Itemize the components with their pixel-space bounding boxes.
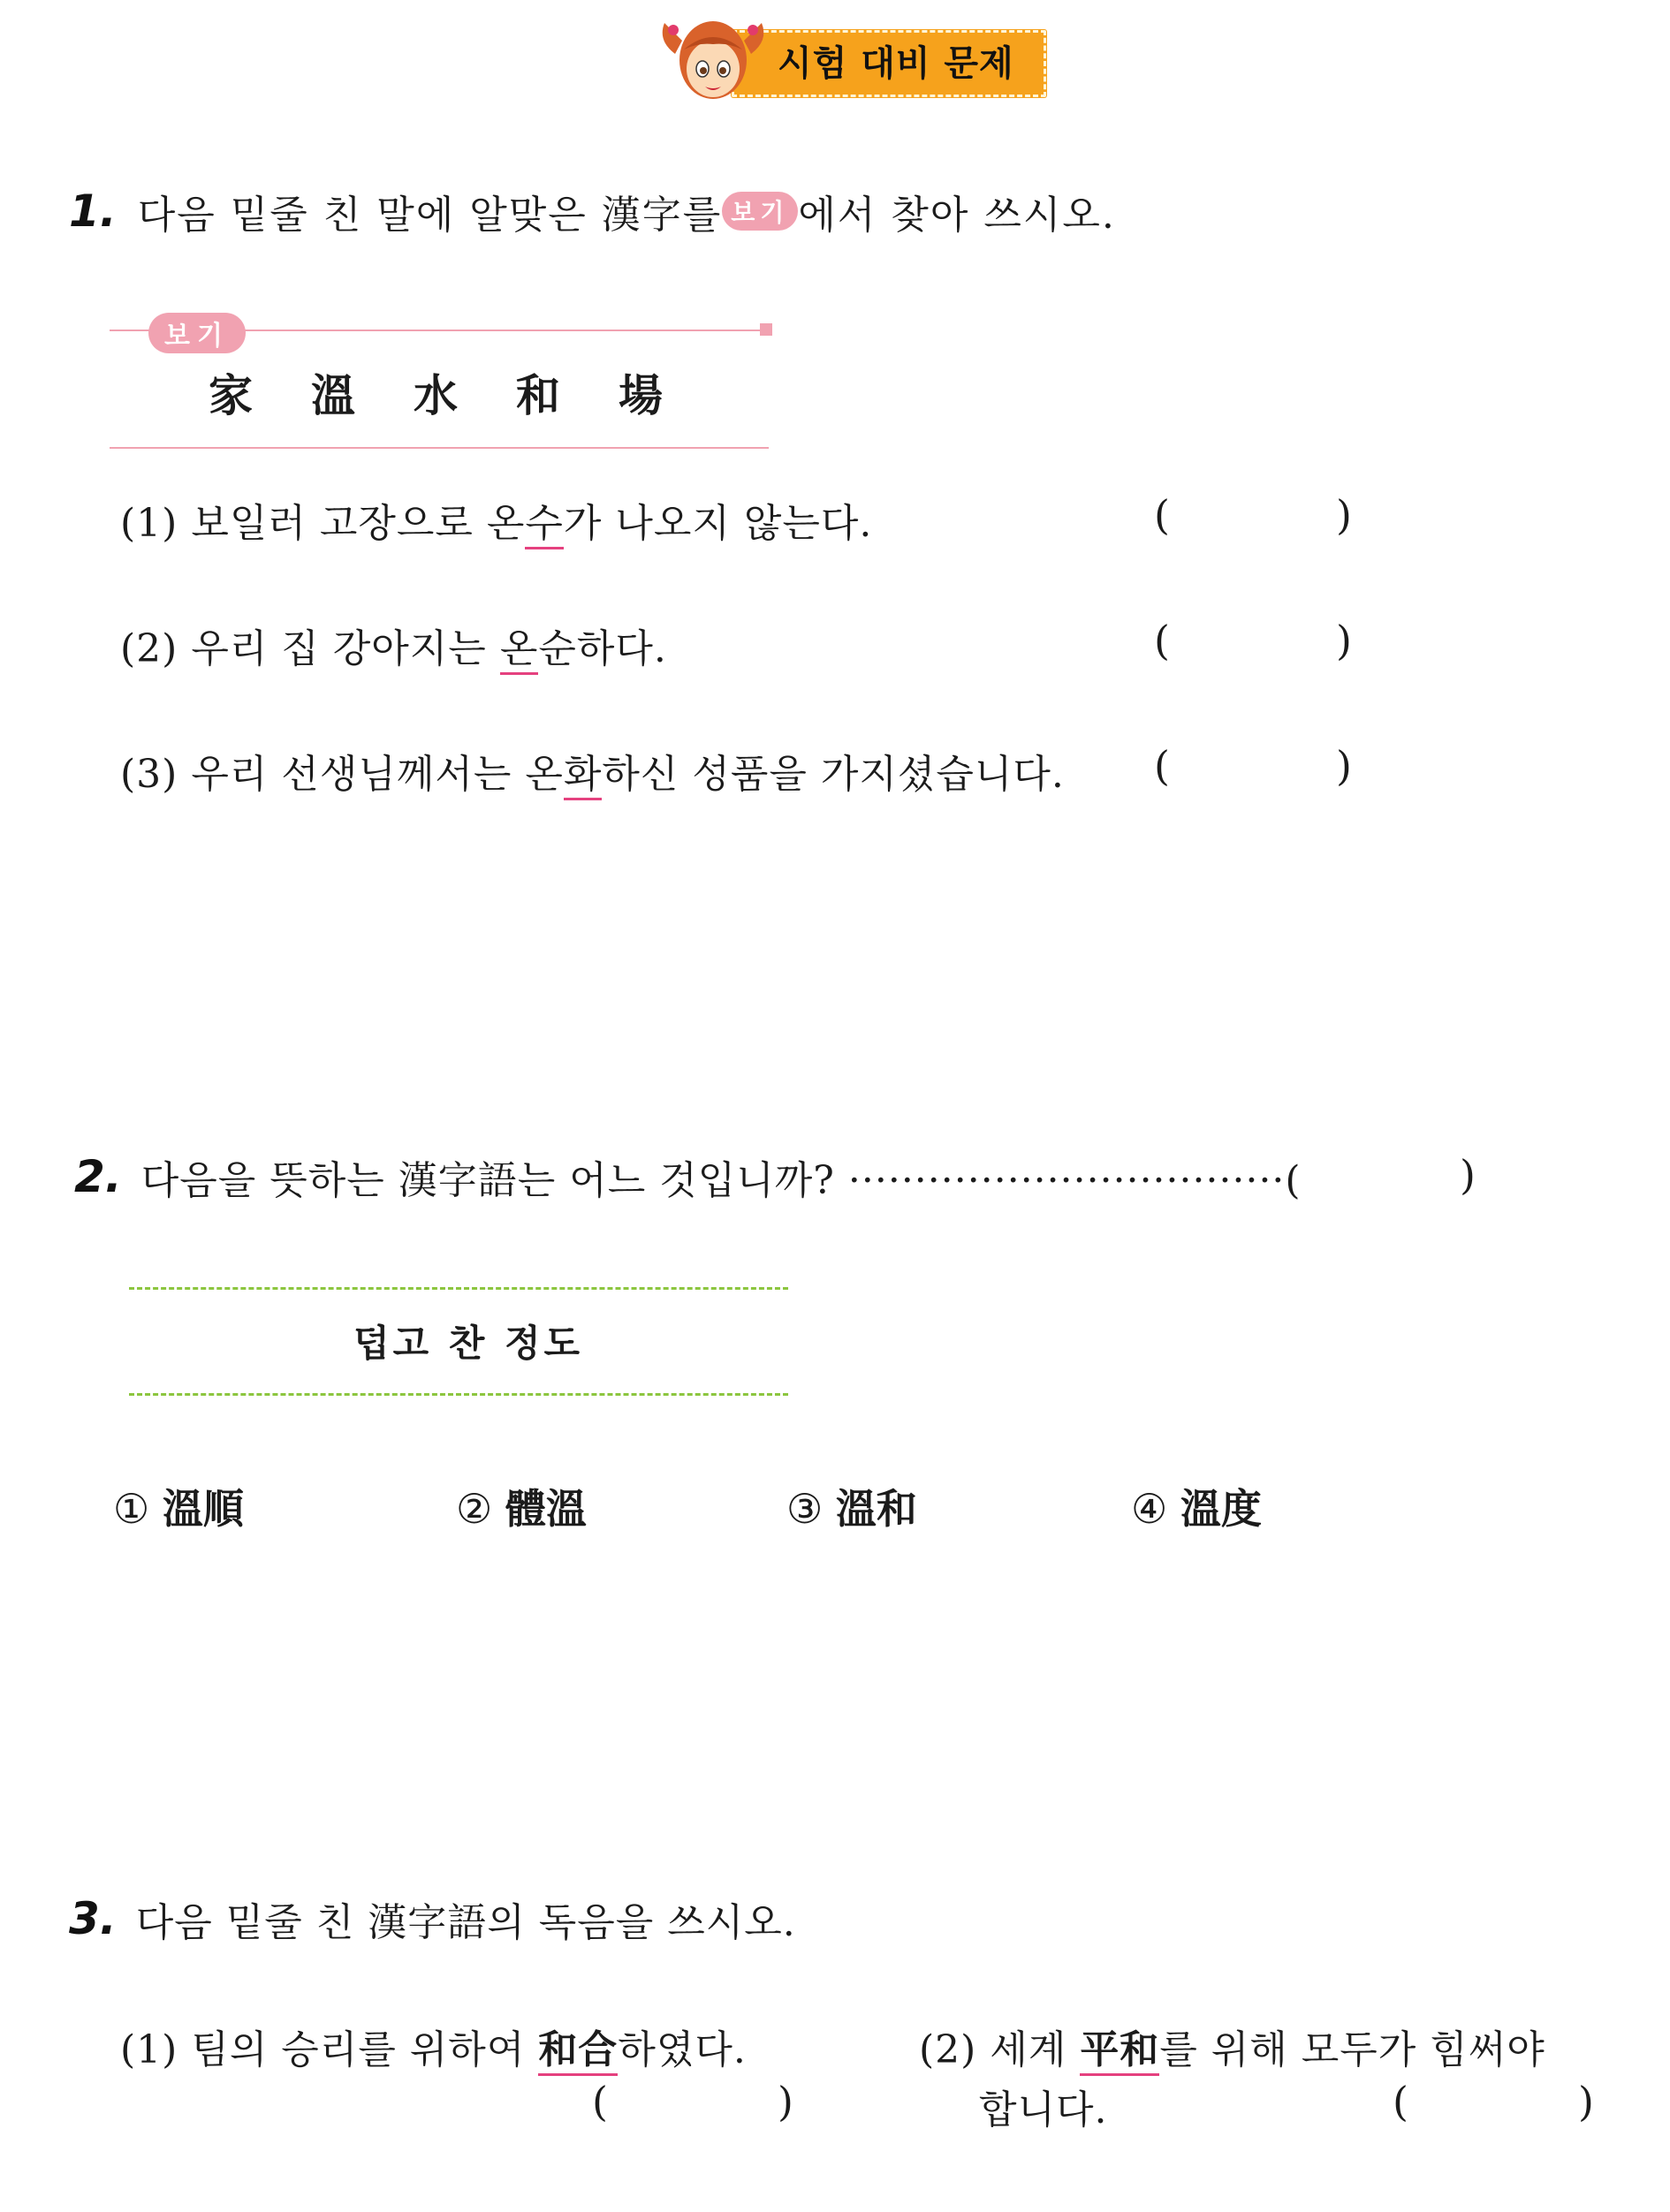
- q1-answer-open-paren-1: (: [1154, 491, 1170, 539]
- item-text: 하였다.: [618, 2027, 747, 2072]
- q3-line: [69, 1890, 796, 1947]
- q1-line: [69, 183, 1116, 239]
- item-text: 보일러 고장으로 온: [178, 501, 526, 546]
- q1-item-1: [120, 491, 872, 548]
- q1-answer-close-paren-1: ): [1336, 491, 1352, 539]
- q1-answer-close-paren-3: ): [1336, 742, 1352, 790]
- q3-item-1: [120, 2018, 747, 2074]
- item-text: 하신 성품을 가지셨습니다.: [602, 752, 1065, 797]
- item-underlined: 수: [525, 501, 564, 549]
- choice-mark: ①: [113, 1485, 150, 1533]
- choice-label: 體溫: [505, 1485, 587, 1533]
- item-text: 우리 선생님께서는 온: [178, 752, 564, 797]
- bogi-hanja: 水: [414, 369, 458, 421]
- item-underlined: 화: [564, 752, 603, 800]
- item-number: (1): [120, 2027, 178, 2072]
- item-text: 우리 집 강아지는: [178, 626, 500, 671]
- q2-choice-1[interactable]: [113, 1477, 244, 1535]
- item-text: 순하다.: [538, 626, 667, 671]
- q3-number: 3.: [69, 1893, 117, 1944]
- q2-box-bottom-dash: [129, 1393, 788, 1396]
- item-text: 세계: [976, 2027, 1081, 2072]
- q3-answer-open-paren-1: (: [592, 2078, 608, 2125]
- bogi-hanja: 溫: [311, 369, 355, 421]
- bogi-hanja-list: [209, 360, 663, 424]
- choice-mark: ②: [456, 1485, 493, 1533]
- cartoon-girl-icon: [656, 5, 770, 104]
- q2-number: 2.: [74, 1151, 122, 1202]
- q2-box-top-dash: [129, 1287, 788, 1290]
- q2-choice-2[interactable]: [456, 1477, 587, 1535]
- item-number: (2): [120, 626, 178, 671]
- q3-item-2-line2: 합니다.: [979, 2087, 1108, 2132]
- bogi-label-pill: [148, 313, 246, 353]
- q1-item-3: [120, 742, 1065, 799]
- bogi-line-end-square: [760, 323, 772, 336]
- q1-text-after: 에서 찾아 쓰시오.: [798, 193, 1116, 238]
- bogi-bottom-line: [110, 447, 769, 449]
- header-title: 시험 대비 문제: [778, 43, 1014, 84]
- q2-choice-3[interactable]: [786, 1477, 917, 1535]
- bogi-hanja: 和: [516, 369, 560, 421]
- q2-choice-4[interactable]: [1131, 1477, 1262, 1535]
- choice-label: 溫和: [835, 1485, 917, 1533]
- item-text: 를 위해 모두가 힘써야: [1159, 2027, 1545, 2072]
- item-underlined: 和合: [538, 2027, 618, 2076]
- q1-pill-bogi: 보기: [722, 192, 798, 231]
- item-number: (2): [919, 2027, 977, 2072]
- item-number: (3): [120, 752, 178, 797]
- item-number: (1): [120, 501, 178, 546]
- item-text: 팀의 승리를 위하여: [178, 2027, 539, 2072]
- item-underlined: 온: [500, 626, 539, 675]
- q1-answer-open-paren-2: (: [1154, 617, 1170, 664]
- q2-box-text: 덥고 찬 정도: [353, 1322, 584, 1365]
- q1-answer-open-paren-3: (: [1154, 742, 1170, 790]
- q1-answer-close-paren-2: ): [1336, 617, 1352, 664]
- choice-label: 溫度: [1180, 1485, 1262, 1533]
- q3-answer-open-paren-2: (: [1393, 2078, 1408, 2125]
- item-text: 가 나오지 않는다.: [563, 501, 873, 546]
- q3-answer-close-paren-1: ): [778, 2078, 793, 2125]
- q3-item-2: [919, 2018, 1545, 2074]
- q2-answer-close-paren: ): [1460, 1151, 1476, 1199]
- q3-text: 다음 밑줄 친 漢字語의 독음을 쓰시오.: [135, 1900, 796, 1945]
- bogi-hanja: 場: [619, 369, 663, 421]
- bogi-hanja: 家: [209, 369, 253, 421]
- choice-label: 溫順: [162, 1485, 244, 1533]
- choice-mark: ③: [786, 1485, 824, 1533]
- choice-mark: ④: [1131, 1485, 1168, 1533]
- q2-line: [74, 1148, 1302, 1205]
- item-underlined: 平和: [1080, 2027, 1159, 2076]
- q1-number: 1.: [69, 186, 117, 237]
- q2-text: 다음을 뜻하는 漢字語는 어느 것입니까? ·································(: [140, 1158, 1302, 1203]
- bogi-label: 보기: [164, 321, 230, 352]
- q3-answer-close-paren-2: ): [1578, 2078, 1594, 2125]
- q1-text-before: 다음 밑줄 친 말에 알맞은 漢字를: [137, 193, 723, 238]
- q1-item-2: [120, 617, 667, 673]
